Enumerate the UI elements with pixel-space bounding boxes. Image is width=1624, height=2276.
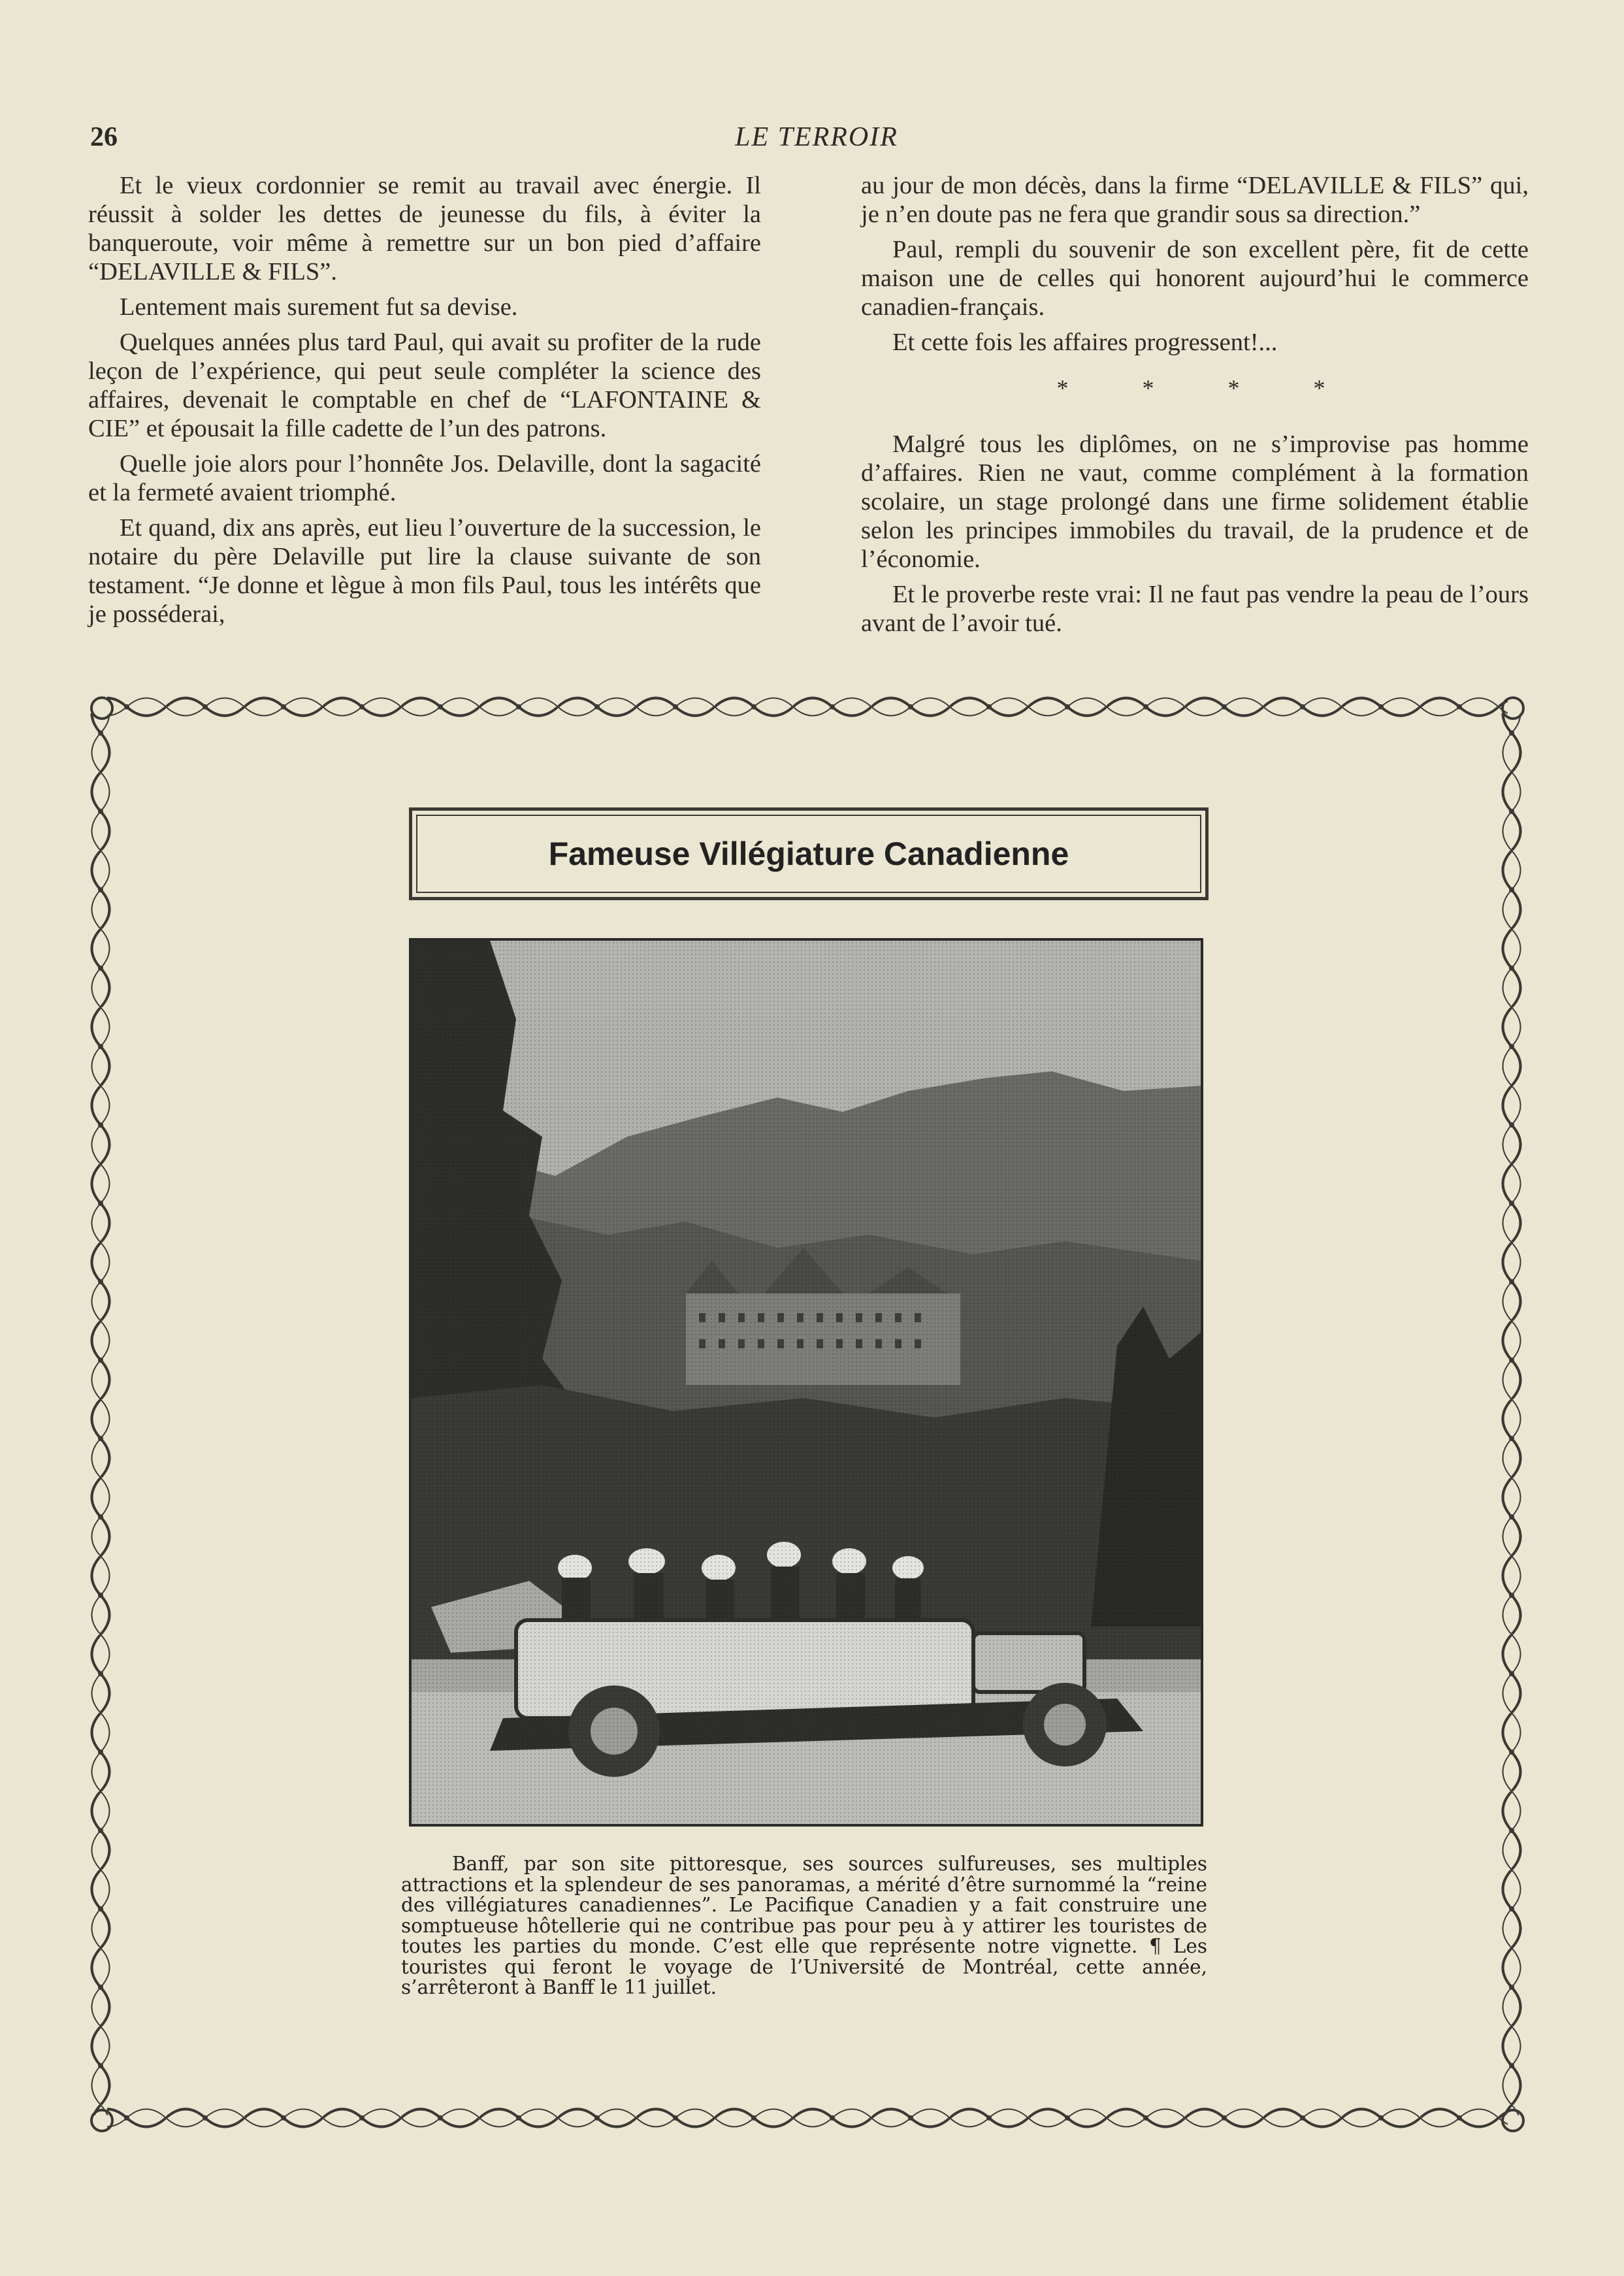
left-column — [88, 171, 761, 635]
feature-heading: Fameuse Villégiature Canadienne — [548, 836, 1069, 872]
paragraph: Lentement mais surement fut sa devise. — [120, 293, 518, 321]
feature-heading-box — [409, 807, 1209, 900]
section-break: * * * * — [1056, 375, 1359, 401]
paragraph: Et le proverbe reste vrai: Il ne faut pas vendre la peau de l’ours avant de l’avoir tué. — [861, 581, 1529, 637]
page-number: 26 — [90, 122, 118, 152]
paragraph: Malgré tous les diplômes, on ne s’improvise pas homme d’affaires. Rien ne vaut, comme complément à la formation scolaire, un stage prolongé dans une firme solidement établie selon les principes immobiles du travail, de la prudence et de l’économie. — [861, 431, 1529, 573]
paragraph: Et quand, dix ans après, eut lieu l’ouverture de la succession, le notaire du père Delaville put lire la clause suivante de son testament. “Je donne et lègue à mon fils Paul, tous les intérêts que je posséderai, — [88, 514, 761, 628]
paragraph: Quelques années plus tard Paul, qui avait su profiter de la rude leçon de l’expérience, qui peut seule compléter la science des affaires, devenait le comptable en chef de “LAFONTAINE & CIE” et épousait la fille cadette de l’un des patrons. — [88, 329, 761, 442]
paragraph: Et le vieux cordonnier se remit au travail avec énergie. Il réussit à solder les dettes de jeunesse du fils, à éviter la banqueroute, voir même à remettre sur un bon pied d’affaire “DELAVILLE & FILS”. — [88, 172, 761, 285]
paragraph: Quelle joie alors pour l’honnête Jos. Delaville, dont la sagacité et la fermeté avaient triomphé. — [88, 450, 761, 506]
photo-caption: Banff, par son site pittoresque, ses sources sulfureuses, ses multiples attractions et la splendeur de ses panoramas, a mérité d’être surnommé la “reine des villégiatures canadiennes”. Le Pacifique Canadien y a fait construire une somptueuse hôtellerie qui ne contribue pas pour peu à y attirer les touristes de toutes les parties du monde. C’est elle que représente notre vignette. ¶ Les touristes qui feront le voyage de l’Université de Montréal, cette année, s’arrêteront à Banff le 11 juillet. — [401, 1853, 1207, 1998]
paragraph-continuation: au jour de mon décès, dans la firme “DELAVILLE & FILS” qui, je n’en doute pas ne fera que grandir sous sa direction.” — [861, 172, 1529, 228]
paragraph: Paul, rempli du souvenir de son excellent père, fit de cette maison une de celles qui honorent aujourd’hui le commerce canadien-français. — [861, 236, 1529, 321]
banff-hotel-photo — [409, 938, 1203, 1827]
photo-illustration — [412, 941, 1201, 1824]
right-column — [861, 171, 1529, 644]
running-title: LE TERROIR — [735, 122, 898, 152]
paragraph: Et cette fois les affaires progressent!... — [892, 329, 1278, 356]
